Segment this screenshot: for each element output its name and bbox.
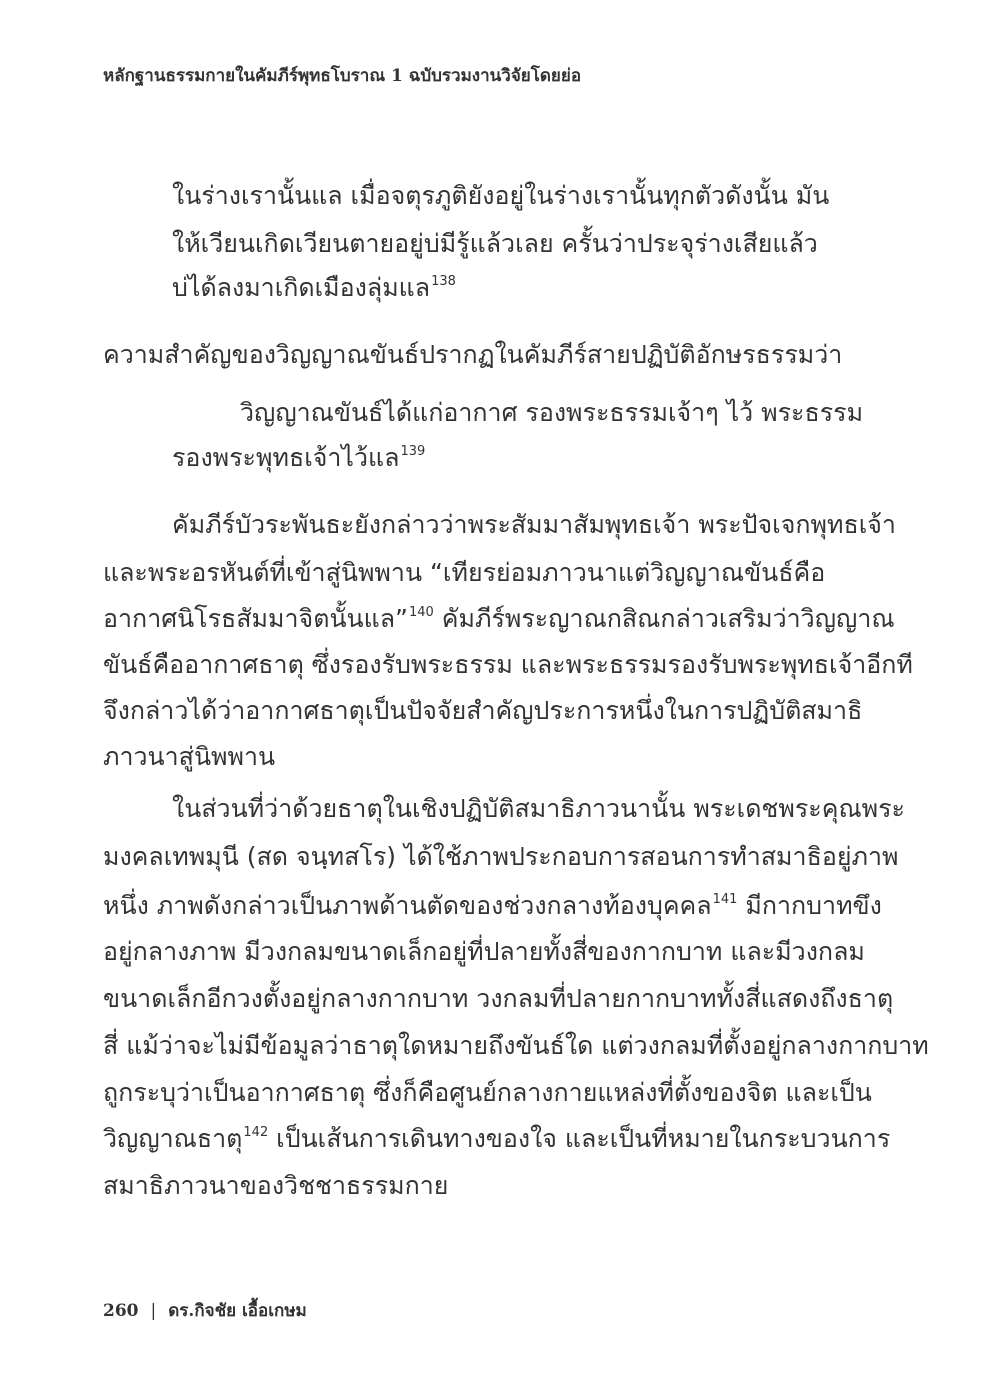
quote1-line-3-text: บ่ได้ลงมาเกิดเมืองลุ่มแล — [172, 273, 431, 302]
footnote-ref-140[interactable]: 140 — [409, 605, 434, 620]
para1-line-3b: คัมภีร์พระญาณกสิณกล่าวเสริมว่าวิญญาณ — [433, 604, 895, 633]
para2-line-7: ถูกระบุว่าเป็นอากาศธาตุ ซึ่งก็คือศูนย์กลางกายแหล่งที่ตั้งของจิต และเป็น — [103, 1078, 872, 1107]
para1-line-5: จึงกล่าวได้ว่าอากาศธาตุเป็นปัจจัยสำคัญประการหนึ่งในการปฏิบัติสมาธิ — [103, 696, 863, 725]
para2-line-5: ขนาดเล็กอีกวงตั้งอยู่กลางกากบาท วงกลมที่ปลายกากบาททั้งสี่แสดงถึงธาตุ — [103, 984, 894, 1013]
footnote-ref-138[interactable]: 138 — [431, 274, 456, 289]
para2-line-2: มงคลเทพมุนี (สด จนฺทสโร) ได้ใช้ภาพประกอบการสอนการทำสมาธิอยู่ภาพ — [103, 842, 899, 871]
para1-line-6: ภาวนาสู่นิพพาน — [103, 742, 276, 771]
page-number: 260 — [103, 1301, 139, 1321]
page-footer — [103, 1297, 307, 1324]
author-name: ดร.กิจชัย เอื้อเกษม — [168, 1301, 307, 1321]
para2-line-8a: วิญญาณธาตุ — [103, 1124, 243, 1153]
quote1-line-2: ให้เวียนเกิดเวียนตายอยู่บ่มีรู้แล้วเลย ครั้นว่าประจุร่างเสียแล้ว — [172, 229, 818, 258]
quote2-line-1: วิญญาณขันธ์ได้แก่อากาศ รองพระธรรมเจ้าๆ ไว้ พระธรรม — [240, 398, 864, 427]
para1-line-4: ขันธ์คืออากาศธาตุ ซึ่งรองรับพระธรรม และพระธรรมรองรับพระพุทธเจ้าอีกที — [103, 650, 913, 679]
running-header: หลักฐานธรรมกายในคัมภีร์พุทธโบราณ 1 ฉบับรวมงานวิจัยโดยย่อ — [103, 66, 582, 86]
para2-line-4: อยู่กลางภาพ มีวงกลมขนาดเล็กอยู่ที่ปลายทั้งสี่ของกากบาท และมีวงกลม — [103, 937, 865, 966]
para2-line-3b: มีกากบาทขึง — [737, 891, 882, 920]
quote1-line-3 — [172, 272, 456, 304]
quote2-line-2 — [172, 442, 425, 474]
quote1-line-1: ในร่างเรานั้นแล เมื่อจตุรภูติยังอยู่ในร่างเรานั้นทุกตัวดังนั้น มัน — [172, 181, 830, 210]
quote2-line-2-text: รองพระพุทธเจ้าไว้แล — [172, 443, 400, 472]
para2-line-8 — [103, 1123, 890, 1155]
footnote-ref-142[interactable]: 142 — [243, 1125, 269, 1140]
para2-line-6: สี่ แม้ว่าจะไม่มีข้อมูลว่าธาตุใดหมายถึงขันธ์ใด แต่วงกลมที่ตั้งอยู่กลางกากบาท — [103, 1031, 929, 1060]
para1-line-3 — [103, 603, 895, 635]
para2-line-3 — [103, 890, 882, 922]
footer-separator: | — [150, 1301, 157, 1321]
para2-line-8b: เป็นเส้นการเดินทางของใจ และเป็นที่หมายในกระบวนการ — [268, 1124, 891, 1153]
footnote-ref-141[interactable]: 141 — [712, 892, 738, 907]
para1-line-2: และพระอรหันต์ที่เข้าสู่นิพพาน “เทียรย่อมภาวนาแต่วิญญาณขันธ์คือ — [103, 558, 826, 587]
para2-line-3a: หนึ่ง ภาพดังกล่าวเป็นภาพด้านตัดของช่วงกลางท้องบุคคล — [103, 891, 712, 920]
footnote-ref-139[interactable]: 139 — [400, 444, 426, 459]
para2-line-9: สมาธิภาวนาของวิชชาธรรมกาย — [103, 1171, 449, 1200]
para2-line-1: ในส่วนที่ว่าด้วยธาตุในเชิงปฏิบัติสมาธิภาวนานั้น พระเดชพระคุณพระ — [172, 794, 905, 823]
para1-line-1: คัมภีร์บัวระพันธะยังกล่าวว่าพระสัมมาสัมพุทธเจ้า พระปัจเจกพุทธเจ้า — [172, 510, 896, 539]
intro-line: ความสำคัญของวิญญาณขันธ์ปรากฏในคัมภีร์สายปฏิบัติอักษรธรรมว่า — [103, 340, 843, 369]
para1-line-3a: อากาศนิโรธสัมมาจิตนั้นแล” — [103, 604, 409, 633]
